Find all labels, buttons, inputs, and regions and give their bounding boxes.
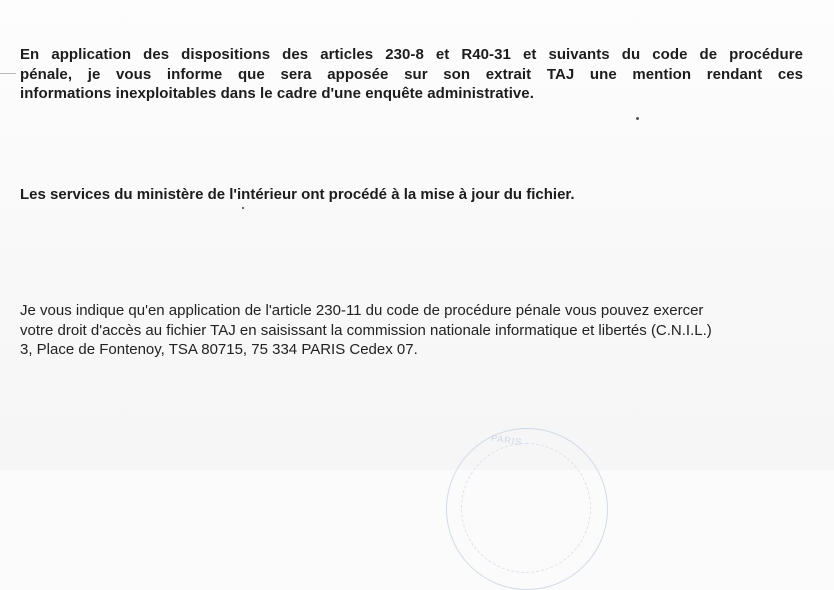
paragraph-taj-mention [20,45,803,104]
paragraph1-line-2: pénale, je vous informe que sera apposée sur son extrait TAJ une mention rendant ces [20,65,803,83]
official-stamp [446,428,608,590]
paragraph-cnil-access [20,301,803,360]
paragraph-ministry-update: Les services du ministère de l'intérieur ont procédé à la mise à jour du fichier. [20,186,575,203]
stamp-text: PARIS [490,432,523,448]
scan-edge-mark [0,73,16,74]
paragraph3-line-3: 3, Place de Fontenoy, TSA 80715, 75 334 PARIS Cedex 07. [20,341,418,358]
paragraph1-line-3: informations inexploitables dans le cadre d'une enquête administrative. [20,85,534,102]
scan-speck [636,117,639,120]
paragraph3-line-2: votre droit d'accès au fichier TAJ en saisissant la commission nationale informatique et libertés (C.N.I.L.) [20,321,712,339]
stamp-inner-ring [461,443,591,573]
scan-speck [242,207,244,209]
paragraph3-line-1: Je vous indique qu'en application de l'article 230-11 du code de procédure pénale vous pouvez exercer [20,302,704,319]
paragraph1-line-1: En application des dispositions des articles 230-8 et R40-31 et suivants du code de procédure [20,46,803,63]
